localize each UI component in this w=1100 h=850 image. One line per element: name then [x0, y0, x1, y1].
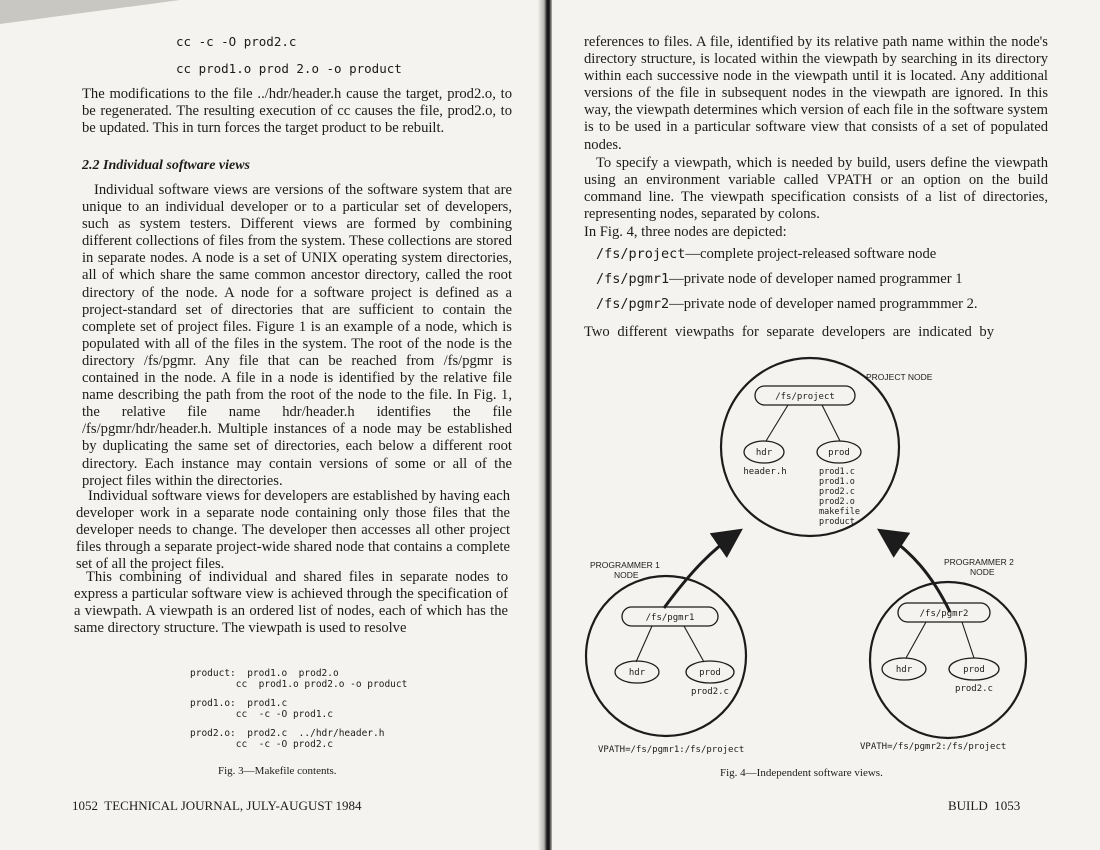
- pgmr2-hdr-label: hdr: [895, 665, 913, 675]
- tree-edge: [684, 626, 704, 662]
- tree-edge: [822, 405, 840, 441]
- makefile-line: cc prod1.o prod2.o -o product: [190, 679, 408, 690]
- fig4-caption: Fig. 4—Independent software views.: [720, 767, 883, 779]
- paragraph-individual-views: Individual software views are versions of the software system that are unique to an individual developer or to a particular set of developers, such as system testers. Different views are formed by combining different collections of files from the system. These collections are stored in separate nodes. A node is a set of UNIX operating system directories, all of which share the same common ancestor directory, called the root directory of the node. A node for a software project is defined as a project-standard set of directories that are sufficient to contain the complete set of project files. Figure 1 is an example of a node, which is populated with all of the files in the system. The root of the node is the directory /fs/pgmr. Any file that can be reached from /fs/pgmr is contained in the node. A file in a node is identified by the relative file name describing the path from the root of the node to the file. In Fig. 1, the relative file name hdr/header.h identifies the file /fs/pgmr/hdr/header.h. Multiple instances of a node may be established by duplicating the same set of directories, each below a different root directory. Each instance may contain versions of some or all of the project files within the directories.: [82, 182, 512, 489]
- pgmr2-prod-label: prod: [963, 665, 985, 675]
- project-prod-file: prod1.c: [819, 467, 855, 477]
- makefile-line: prod2.o: prod2.c ../hdr/header.h: [190, 728, 385, 739]
- tree-edge: [636, 626, 652, 662]
- project-prod-label: prod: [828, 448, 850, 458]
- node-description: —private node of developer named programmer 1: [669, 271, 963, 287]
- paragraph-references: references to files. A file, identified by its relative path name within the node's directory structure, is located within the viewpath by searching in its directory within each successive node in the viewpath until it is located. Any additional versions of the file in subsequent nodes in the viewpath are ignored. In this way, the viewpath determines which version of each file in the software system is to be used in a particular software view that consists of a set of populated nodes.: [584, 34, 1048, 153]
- project-prod-file: prod1.o: [819, 477, 855, 487]
- tree-edge: [766, 405, 788, 441]
- project-hdr-file: header.h: [743, 467, 787, 477]
- project-node-label: PROJECT NODE: [866, 372, 933, 382]
- makefile-line: [190, 720, 407, 728]
- left-page: [0, 0, 545, 850]
- node-description: —private node of developer named programmmer 2.: [669, 296, 978, 312]
- project-node-circle: [721, 358, 899, 536]
- project-root-path: /fs/project: [775, 392, 835, 402]
- vpath-pgmr1: VPATH=/fs/pgmr1:/fs/project: [598, 745, 745, 755]
- right-page: [552, 0, 1100, 850]
- arrow-pgmr1-to-project: [664, 532, 738, 608]
- pgmr2-root-path: /fs/pgmr2: [919, 609, 969, 619]
- project-prod-file: prod2.c: [819, 487, 855, 497]
- pgmr2-node-label: NODE: [970, 567, 995, 577]
- makefile-line: product: prod1.o prod2.o: [190, 668, 339, 679]
- fig3-caption: Fig. 3—Makefile contents.: [218, 765, 337, 777]
- node-description: —complete project-released software node: [685, 246, 937, 262]
- project-prod-file: prod2.o: [819, 497, 855, 507]
- makefile-line: [190, 690, 407, 698]
- pgmr1-file: prod2.c: [691, 687, 729, 697]
- makefile-listing: [190, 668, 407, 750]
- page-footer-right: BUILD 1053: [948, 798, 1021, 813]
- makefile-line: cc -c -O prod1.c: [190, 709, 333, 720]
- makefile-line: cc -c -O prod2.c: [190, 739, 333, 750]
- code-line-2: cc prod1.o prod 2.o -o product: [176, 61, 402, 76]
- pgmr1-node-label: NODE: [614, 570, 639, 580]
- pgmr2-file: prod2.c: [955, 684, 993, 694]
- page-footer-left: 1052 TECHNICAL JOURNAL, JULY-AUGUST 1984: [72, 798, 362, 813]
- paragraph-three-nodes: In Fig. 4, three nodes are depicted:: [584, 224, 787, 240]
- pgmr1-root-path: /fs/pgmr1: [645, 613, 695, 623]
- node-path: /fs/pgmr2: [596, 296, 670, 312]
- pgmr1-hdr-label: hdr: [628, 668, 646, 678]
- section-heading: 2.2 Individual software views: [82, 158, 251, 173]
- node-path: /fs/pgmr1: [596, 271, 670, 287]
- pgmr2-node-label: PROGRAMMER 2: [944, 557, 1014, 567]
- pgmr1-prod-label: prod: [699, 668, 721, 678]
- code-line-1: cc -c -O prod2.c: [176, 34, 297, 49]
- fig4-diagram: [552, 0, 1100, 850]
- arrow-pgmr2-to-project: [882, 532, 950, 612]
- tree-edge: [906, 622, 926, 658]
- project-prod-file: product: [819, 517, 855, 527]
- paragraph-viewpath-intro: This combining of individual and shared files in separate nodes to express a particular software view is achieved through the specification of a viewpath. A viewpath is an ordered list of nodes, each of which has the same directory structure. The viewpath is used to resolve: [74, 569, 508, 637]
- makefile-line: prod1.o: prod1.c: [190, 698, 288, 709]
- vpath-pgmr2: VPATH=/fs/pgmr2:/fs/project: [860, 742, 1007, 752]
- paragraph-modifications: The modifications to the file ../hdr/header.h cause the target, prod2.o, to be regenerated. The resulting execution of cc causes the file, prod2.o, to be updated. This in turn forces the target product to be rebuilt.: [82, 86, 512, 137]
- paragraph-two-viewpaths: Two different viewpaths for separate developers are indicated by: [584, 324, 994, 340]
- pgmr1-node-label: PROGRAMMER 1: [590, 560, 660, 570]
- node-path: /fs/project: [596, 246, 686, 262]
- project-hdr-label: hdr: [755, 448, 773, 458]
- paragraph-developer-views: Individual software views for developers are established by having each developer work in a separate node containing only those files that the developer needs to change. The developer then accesses all other project files through a separate project-wide shared node that contains a complete set of all the project files.: [76, 488, 510, 573]
- paragraph-specify-viewpath: To specify a viewpath, which is needed by build, users define the viewpath using an environment variable called VPATH or an option on the build command line. The viewpath specification consists of a list of directories, representing nodes, separated by colons.: [584, 155, 1048, 223]
- tree-edge: [962, 622, 974, 658]
- page-corner: [0, 0, 180, 24]
- pgmr1-node-circle: [586, 576, 746, 736]
- project-prod-file: makefile: [819, 507, 860, 517]
